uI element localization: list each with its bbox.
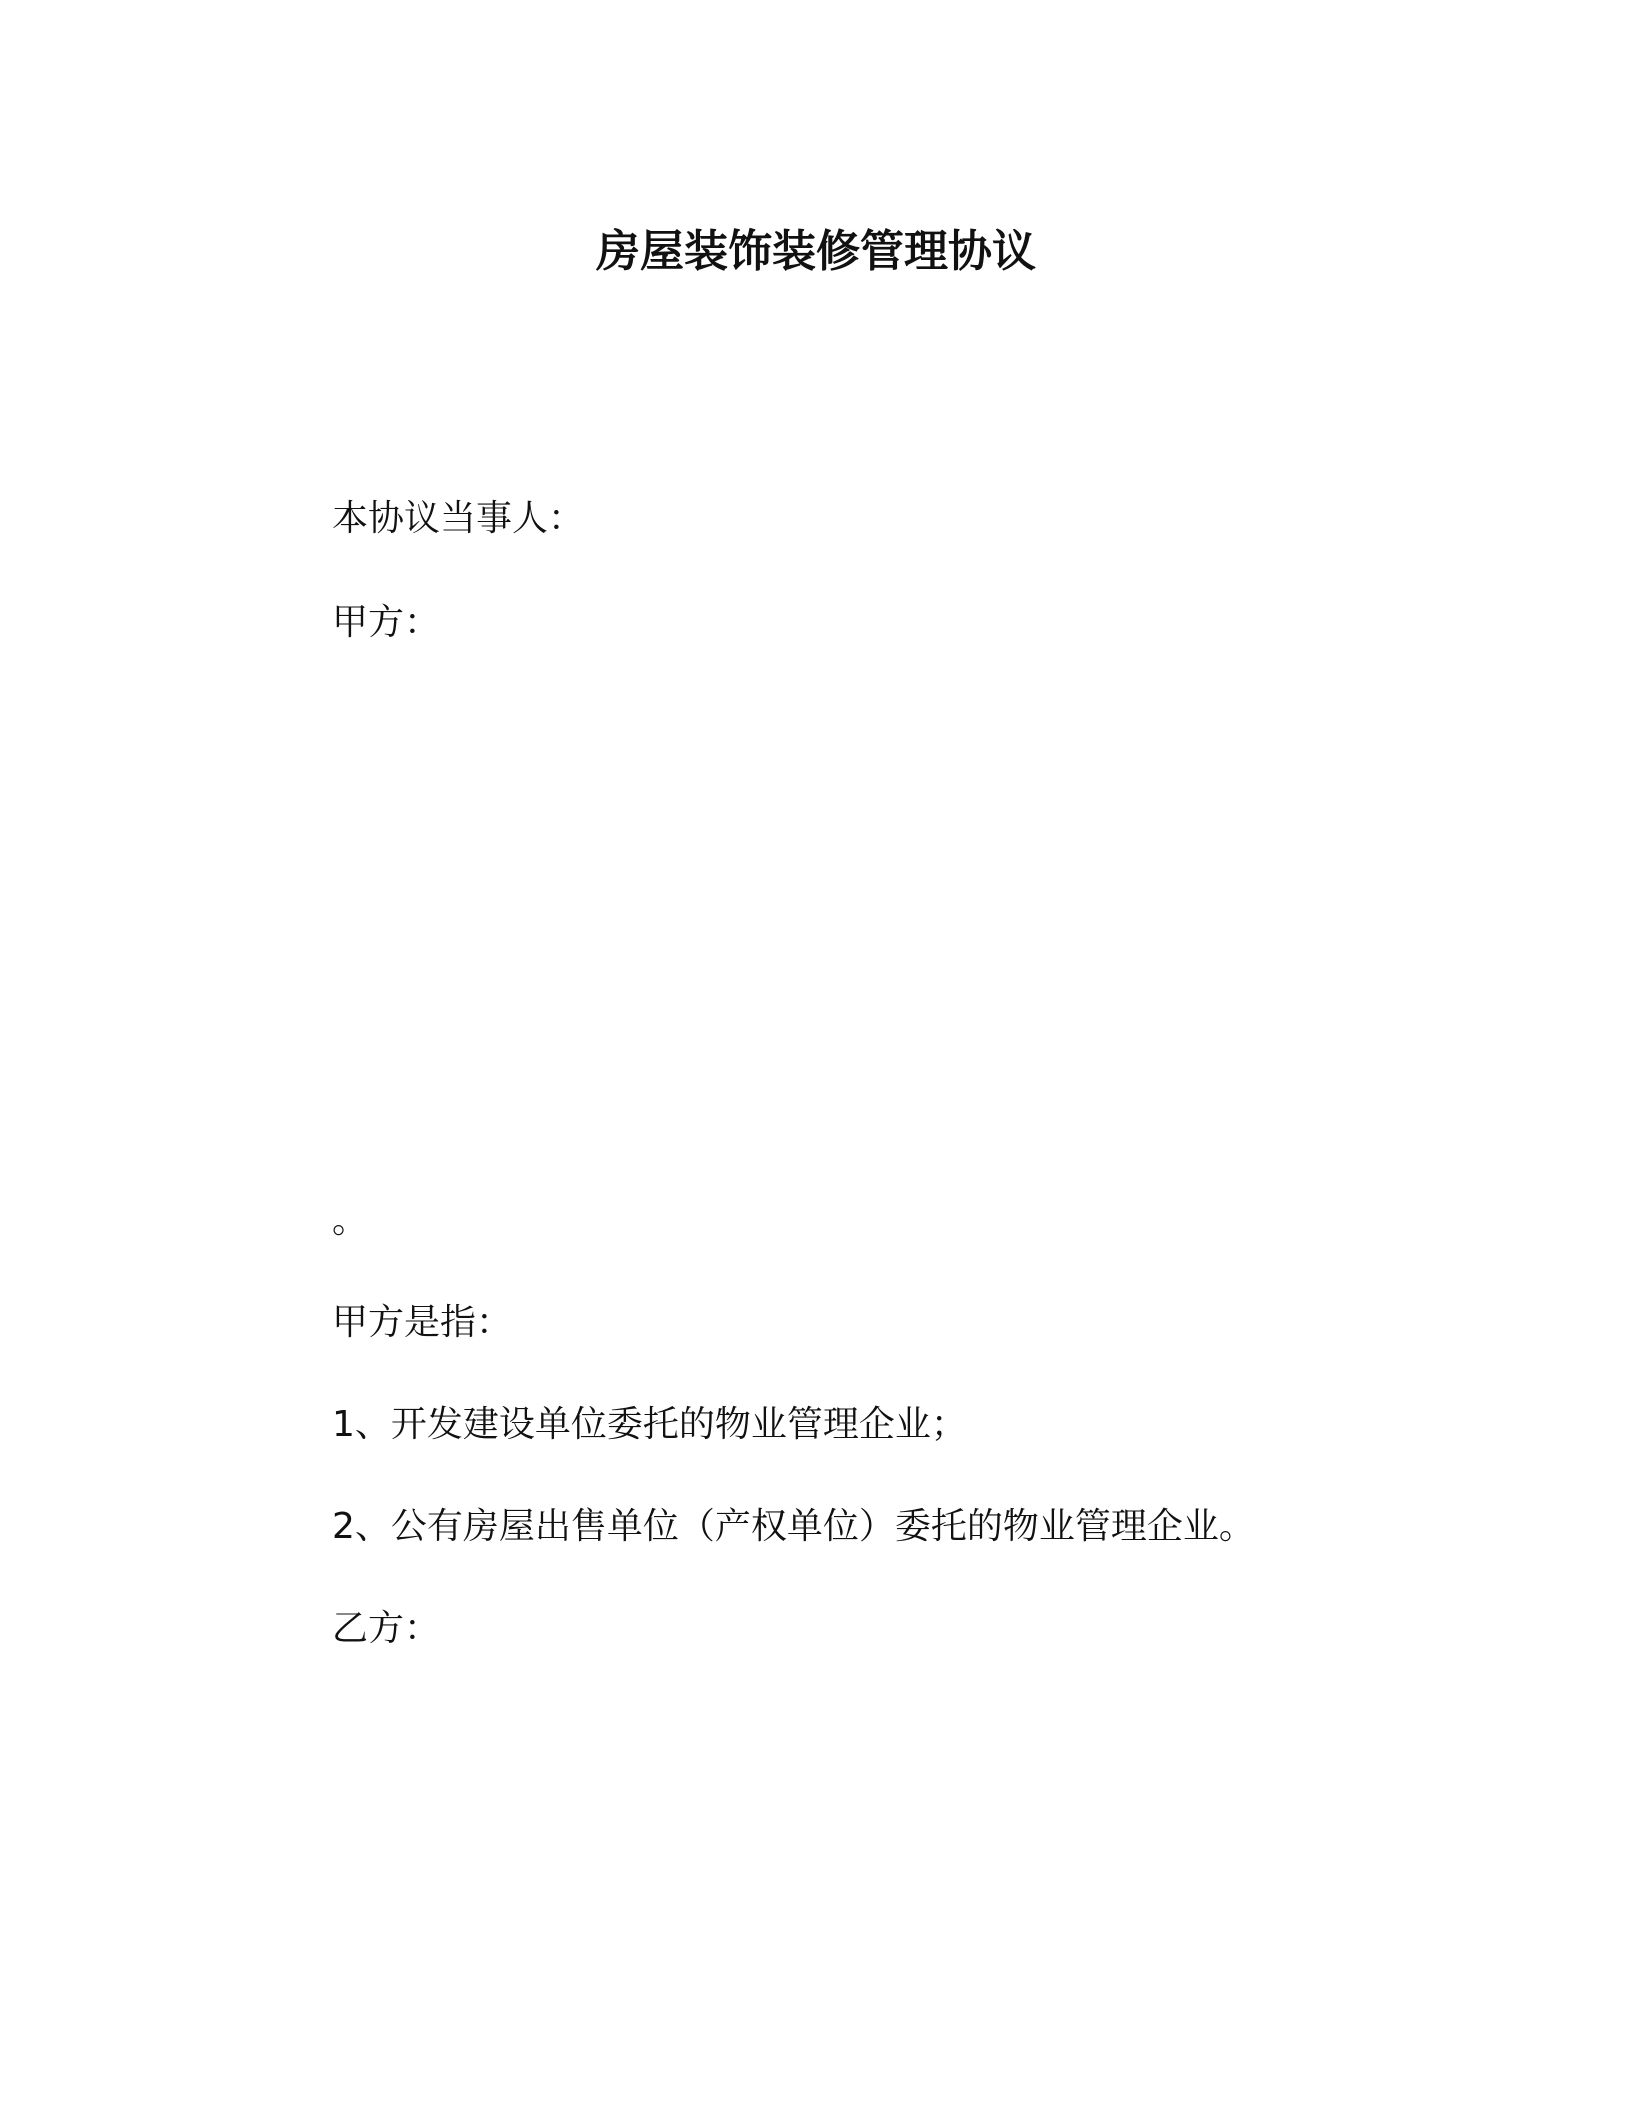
party-b-label: 乙方： bbox=[332, 1608, 441, 1649]
party-a-definition-item-2: 2、公有房屋出售单位（产权单位）委托的物业管理企业。 bbox=[332, 1506, 1255, 1547]
party-a-label: 甲方： bbox=[332, 602, 441, 643]
period-mark: 。 bbox=[332, 1200, 369, 1241]
parties-label: 本协议当事人： bbox=[332, 498, 585, 539]
party-a-definition-label: 甲方是指： bbox=[332, 1302, 513, 1343]
party-a-definition-item-1: 1、开发建设单位委托的物业管理企业； bbox=[332, 1404, 967, 1445]
document-title: 房屋装饰装修管理协议 bbox=[596, 226, 1036, 277]
